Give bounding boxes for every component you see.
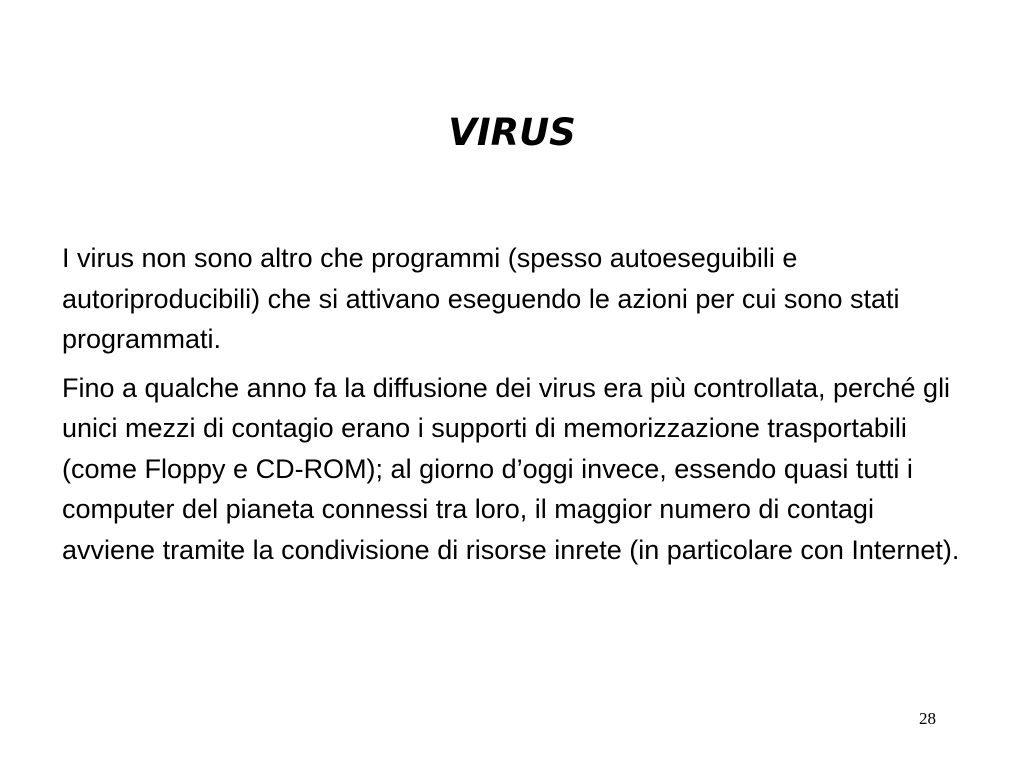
slide-title: VIRUS xyxy=(448,111,576,154)
slide-body xyxy=(62,238,962,570)
slide-number: 28 xyxy=(919,709,936,728)
body-paragraph-diffusion: Fino a qualche anno fa la diffusione dei virus era più controllata, perché gli unici mezzi di contagio erano i supporti di memorizzazione trasportabili (come Floppy e CD-ROM); al giorno d’oggi invece, essendo quasi tutti i computer del pianeta connessi tra loro, il maggior numero di contagi avviene tramite la condivisione di risorse inrete (in particolare con Internet). xyxy=(62,372,960,565)
body-paragraph-definition: I virus non sono altro che programmi (spesso autoeseguibili e autoriproducibili) che si attivano eseguendo le azioni per cui sono stati programmati. xyxy=(62,243,900,354)
